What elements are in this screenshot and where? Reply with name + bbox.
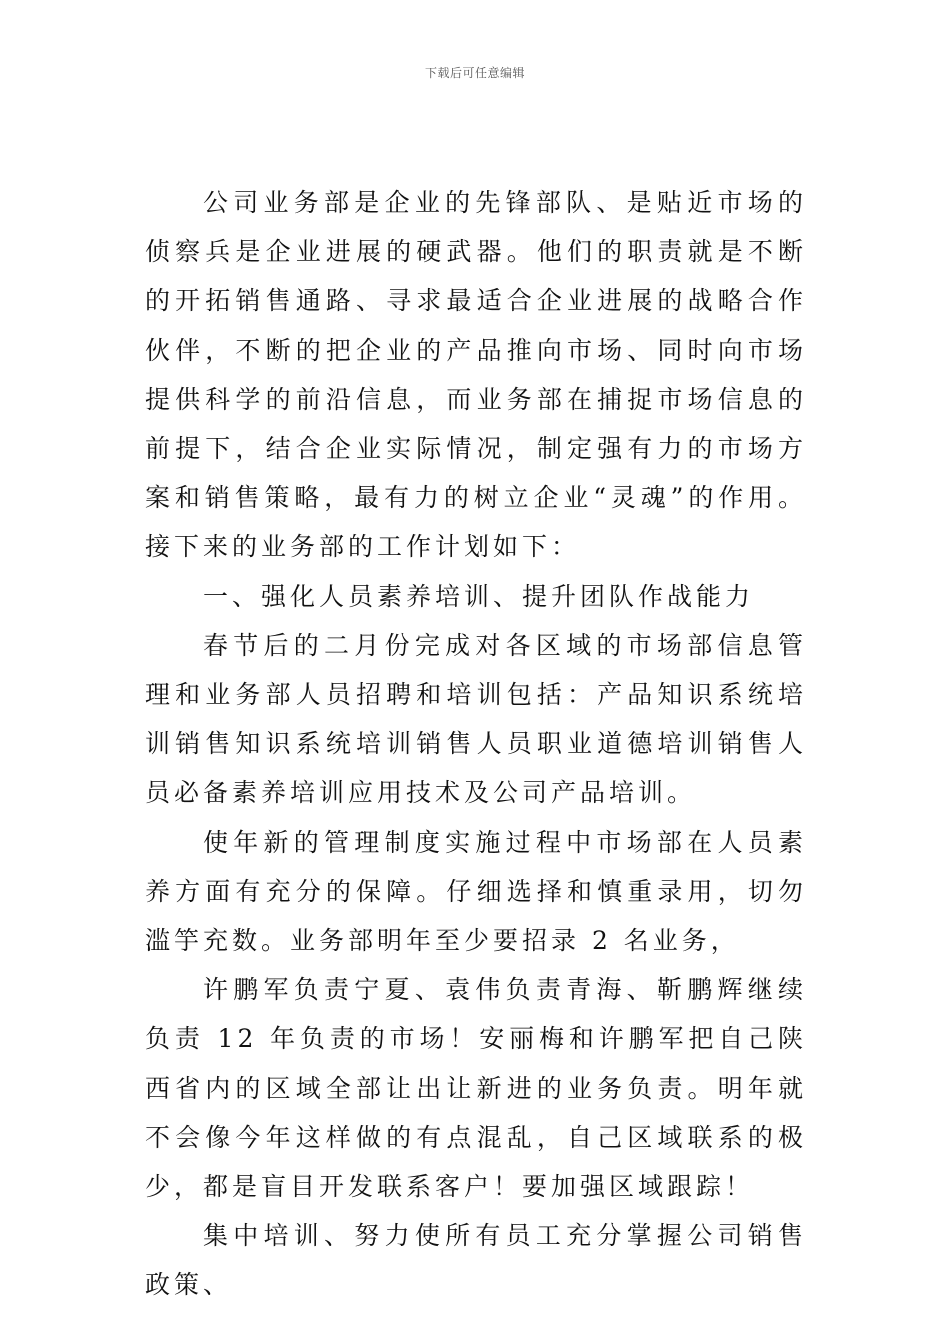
paragraph-intro: 公司业务部是企业的先锋部队、是贴近市场的侦察兵是企业进展的硬武器。他们的职责就是不断的开拓销售通路、寻求最适合企业进展的战略合作伙伴，不断的把企业的产品推向市场、同时向市场提供科学的前沿信息，而业务部在捕捉市场信息的前提下，结合企业实际情况，制定强有力的市场方案和销售策略，最有力的树立企业“灵魂”的作用。接下来的业务部的工作计划如下： (145, 188, 807, 562)
paragraph-regions: 许鹏军负责宁夏、袁伟负责青海、靳鹏辉继续负责 12 年负责的市场！安丽梅和许鹏军把自己陕西省内的区域全部让出让新进的业务负责。明年就不会像今年这样做的有点混乱，自己区域联系的极少，都是盲目开发联系客户！要加强区域跟踪！ (145, 975, 807, 1202)
section-heading: 一、强化人员素养培训、提升团队作战能力 (203, 581, 755, 611)
header-note: 下载后可任意编辑 (424, 66, 525, 80)
paragraph-management: 使年新的管理制度实施过程中市场部在人员素养方面有充分的保障。仔细选择和慎重录用，切勿滥竽充数。业务部明年至少要招录 2 名业务， (145, 827, 807, 956)
paragraph-centralized-training: 集中培训、努力使所有员工充分掌握公司销售政策、 (145, 1221, 807, 1300)
document-body (145, 178, 807, 1310)
paragraph-training: 春节后的二月份完成对各区域的市场部信息管理和业务部人员招聘和培训包括：产品知识系统培训销售知识系统培训销售人员职业道德培训销售人员必备素养培训应用技术及公司产品培训。 (145, 630, 807, 808)
